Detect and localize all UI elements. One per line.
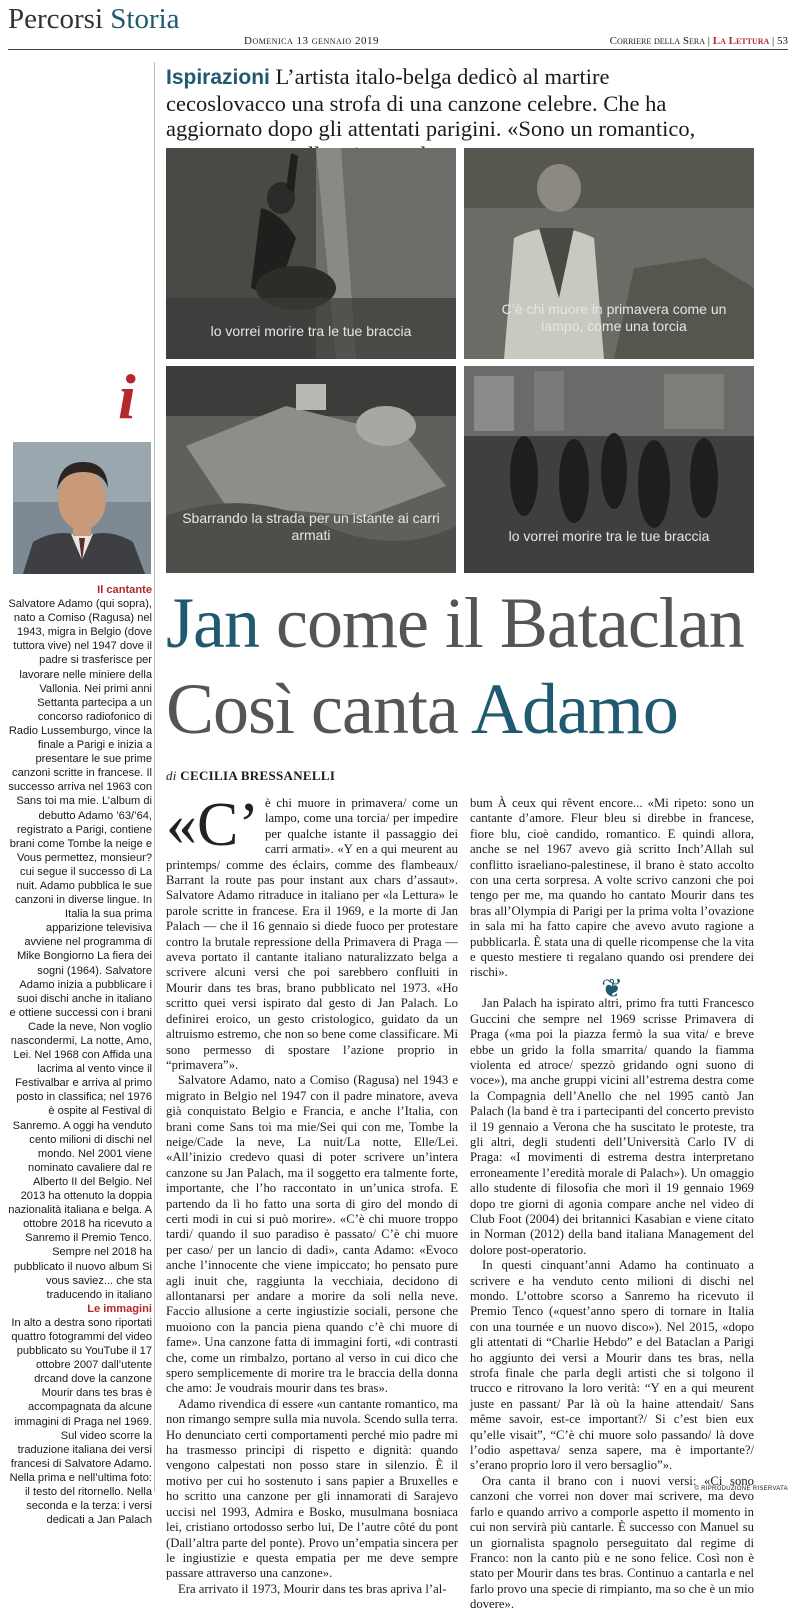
sidebar-info bbox=[8, 583, 152, 1527]
video-frame-3 bbox=[166, 366, 456, 573]
video-frame-4 bbox=[464, 366, 754, 573]
section-topic: Storia bbox=[110, 3, 180, 35]
byline-author: CECILIA BRESSANELLI bbox=[180, 768, 336, 783]
column-divider bbox=[154, 62, 155, 1492]
byline-prefix: di bbox=[166, 768, 177, 783]
folio bbox=[610, 35, 788, 47]
video-frame-1 bbox=[166, 148, 456, 359]
drop-cap: «C’ bbox=[166, 791, 259, 859]
video-caption-2: C’è chi muore in primavera come un lampo, come una torcia bbox=[501, 301, 727, 334]
headline-line-2 bbox=[166, 666, 744, 752]
article-paragraph: Ora canta il brano con i nuovi versi: «Ci sono canzoni che vorrei non dover mai scrivere, ma devo farlo e quando arrivo a comporle aspetto il momento in cui non servirà più cantarle. È successo con Manuel su un giornalista spagnolo perseguitato dal regime di Franco: non la canto più e ne sono felice. Così non è stato per Mourir dans tes bras. Continuo a cantarla e nel farlo provo una specie di rimpianto, ma so che è un mio dovere». bbox=[470, 1473, 754, 1612]
article-paragraph: Salvatore Adamo, nato a Comiso (Ragusa) nel 1943 e migrato in Belgio nel 1947 con il padre minatore, aveva già conquistato Belgio e Francia, e anche l’Italia, con brani come Sans toi ma mie/Sei qui con me, Tombe la neige/Cade la neve, La nuit/La notte, Elle/Lei. «All’inizio credevo quasi di poter scrivere un’intera canzone su Jan Palach, ma il soggetto era talmente forte, importante, che l’ho raccontato in un’unica strofa. E partendo da lì ho fatto una sorta di giro del mondo di certi modi in cui si può morire». «C’è chi muore troppo tardi/ quando il suo paradiso è passato/ C’è chi muore per caso/ per un lancio di dadi», canta Adamo: «Evoco anche l’innocente che viene impiccato; ho pensato pure agli inuit che, raggiunta la vecchiaia, decidono di allontanarsi per andare a morire da soli nella neve. Faccio allusione a certe ingiustizie sociali, persone che muoiono con la pancia piena quando c’è chi muore di fame». Una canzone fatta di immagini forti, «di contrasti che, come un rimbalzo, portano al verso in cui dico che spero semplicemente di morire tra le braccia della donna che amo: Je voudrais mourir dans tes bras». bbox=[166, 1073, 458, 1396]
info-icon: i bbox=[118, 361, 136, 432]
folio-sep-2: | bbox=[772, 35, 775, 47]
sidebar-images-text: In alto a destra sono riportati quattro fotogrammi del video pubblicato su YouTube il 17 ottobre 2007 dall’utente drcand dove la canzone Mourir dans tes bras è accompagnata da alcune immagini di Praga nel 1969. Sul video scorre la traduzione italiana dei versi francesi di Salvatore Adamo. Nella prima e nell’ultima foto: il testo del ritornello. Nella seconda e la terza: i versi dedicati a Jan Palach bbox=[9, 1316, 152, 1527]
section-header bbox=[8, 2, 180, 36]
supplement-name: La Lettura bbox=[712, 35, 770, 47]
header-rule bbox=[8, 49, 788, 50]
copyright-note: © RIPRODUZIONE RISERVATA bbox=[694, 1486, 788, 1492]
headline-line-1 bbox=[166, 580, 744, 666]
article-paragraph: è chi muore in primavera/ come un lampo, come una torcia/ per impedire per qualche istante il passaggio dei carri armati». «Y en a qui meurent au printemps/ comme des éclairs, comme des flambeaux/ Barrant la route pas pour instant aux chars d’assaut». Salvatore Adamo ritraduce in italiano per «la Lettura» le parole scritte in francese. Era il 1969, e la morte di Jan Palach — che il 16 gennaio si diede fuoco per protestare contro la brutale repressione della Primavera di Praga — aveva portato il cantante italiano naturalizzato belga a scrivere alcuni versi che poi sarebbero confluiti in Mourir dans tes bras, brano pubblicato nel 1973. «Ho scritto quei versi ispirato dal gesto di Jan Palach. Lo definirei eroico, un gesto cristologico, guidato da un altruismo estremo, che non so bene come classificare. Mi sono permesso di spostare l’azione proprio in “primavera”». bbox=[166, 796, 458, 1072]
issue-date: Domenica 13 gennaio 2019 bbox=[244, 35, 379, 47]
kicker-text: L’artista italo-belga dedicò al martire cecoslovacco una strofa di una canzone celebre. Che ha aggiornato dopo gli attentati parigini. «Sono un romantico, bbox=[166, 64, 696, 141]
ornament-divider: ❦ bbox=[601, 973, 623, 1003]
headline bbox=[166, 580, 744, 752]
article-paragraph: Era arrivato il 1973, Mourir dans tes bras apriva l’al- bbox=[178, 1581, 447, 1596]
headline-adamo: Adamo bbox=[470, 669, 678, 749]
video-frame-2 bbox=[464, 148, 754, 359]
article-paragraph: In questi cinquant’anni Adamo ha continuato a scrivere e ha venduto cento milioni di dischi nel mondo. L’ottobre scorso a Sanremo ha ricevuto il Premio Tenco («quest’anno spero di tornare in Italia con una tournée e un nuovo disco»). Nel 2015, «dopo gli attentati di “Charlie Hebdo” e del Bataclan a Parigi ho aggiunto dei versi a Mourir dans tes bras, nella strofa finale che parla degli artisti che si tolgono il trucco e ritrovano la loro verità: “Y en a qui meurent juste en passant/ Par là où la haine attendait/ Sans même savoir, est-ce important?/ Si c’est bien eux qu’elle visait”, “C’è chi muore solo passando/ là dove l’odio aspettava/ senza sapere, ma è importante?/ s’erano proprio loro il vero bersaglio”». bbox=[470, 1258, 754, 1473]
byline bbox=[166, 768, 335, 784]
page-number: 53 bbox=[777, 35, 788, 47]
newspaper-name: Corriere della Sera bbox=[609, 35, 706, 47]
article-paragraph: Adamo rivendica di essere «un cantante romantico, ma non rimango sempre sulla mia nuvola. Scendo sulla terra. Ho denunciato certi comportamenti perché mio padre mi ha trasmesso principi di rispetto e dignità: quando vengono calpestati non posso stare in silenzio. È il motivo per cui ho sostenuto i sans papier a Bruxelles e ho scritto una canzone per gli innamorati di Sarajevo uccisi nel 1993, Admira e Bosko, musulmana bosniaca lei, cristiano ortodosso serbo lui, De l’autre côté du pont (Dall’altra parte del ponte). Provo un’empatia sincera per le ingiustizie e questa empatia per me deve sempre passare attraverso una canzone». bbox=[166, 1396, 458, 1581]
folio-sep: | bbox=[707, 35, 710, 47]
portrait-photo bbox=[13, 442, 151, 574]
video-caption-3: Sbarrando la strada per un istante ai carri armati bbox=[182, 510, 440, 543]
article-column-1 bbox=[166, 791, 458, 1597]
sidebar-heading-singer: Il cantante bbox=[97, 584, 152, 596]
video-caption-4: lo vorrei morire tra le tue braccia bbox=[508, 528, 710, 544]
kicker-label: Ispirazioni bbox=[166, 66, 270, 89]
headline-rest-2: Così canta bbox=[166, 669, 458, 749]
article-paragraph: bum À ceux qui rêvent encore... «Mi ripeto: sono un cantante d’amore. Fleur bleu si direbbe in francese, fiore blu, cioè candido, romantico. E quindi allora, anche se nel 1967 avevo già scritto Inch’Allah sul conflitto israeliano-palestinese, il brano è stato accolto con una certa sorpresa. A volte scrivo canzoni che poi tengo per me, ma quando ho cantato Mourir dans tes bras all’Olympia di Parigi per la prima volta l’ovazione in sala mi ha fatto capire che avevo avuto ragione a pubblicarla. È stata una di quelle ricompense che la vita e questo mestiere ti regalano quando osi prendere dei rischi». bbox=[470, 796, 754, 980]
sidebar-heading-images: Le immagini bbox=[87, 1302, 152, 1315]
video-caption-1: lo vorrei morire tra le tue braccia bbox=[210, 323, 412, 339]
headline-jan: Jan bbox=[166, 583, 259, 663]
article-paragraph: Jan Palach ha ispirato altri, primo fra tutti Francesco Guccini che sempre nel 1969 scrisse Primavera di Praga («ma poi la piazza fermò la sua vita/ e breve ebbe un grido la folla smarrita/ quando la fiamma violenta ed atroce/ spezzò gridando ogni suono di voce»), ma anche gruppi vicini all’estrema destra come la Compagnia dell’Anello che nel 1995 cantò Jan Palach (la band è tra i partecipanti del concerto previsto il 19 gennaio a Verona che ha suscitato le proteste, tra gli altri, degli studenti dell’Università Carlo IV di Praga: «I movimenti di estrema destra interpretano erroneamente l’eredità morale di Palach»). Un omaggio allo studente di filosofia che morì il 19 gennaio 1969 dopo tre giorni di agonia compare anche nel video di Club Foot (2004) dei britannici Kasabian e viene citato in Norman (2012) della band italiana Management del dolore post-operatorio. bbox=[470, 996, 754, 1257]
headline-rest-1: come il Bataclan bbox=[275, 583, 744, 663]
section-label: Percorsi bbox=[8, 3, 104, 35]
sidebar-singer-text: Salvatore Adamo (qui sopra), nato a Comiso (Ragusa) nel 1943, migra in Belgio (dove tuttora vive) nel 1947 dove il padre si trasferisce per lavorare nelle miniere della Vallonia. Nei primi anni Settanta partecipa a un concorso radiofonico di Radio Lussemburgo, vince la finale a Parigi e inizia a presentare le sue prime canzoni scritte in francese. Il successo arriva nel 1963 con Sans toi ma mie. L’album di debutto Adamo ’63/’64, registrato a Parigi, contiene brani come Tombe la neige e Vous permettez, monsieur? cui segue il successo di La nuit. Adamo pubblica le sue canzoni in diverse lingue. In Italia la sua prima apparizione televisiva avviene nel programma di Mike Bongiorno La fiera dei sogni (1964). Salvatore Adamo inizia a pubblicare i suoi dischi anche in italiano e ottiene successi con i brani Cade la neve, Non voglio nascondermi, La notte, Amo, Lei. Nel 1968 con Affida una lacrima al vento vince il Festivalbar e arriva al primo posto in classifica; nel 1976 è ospite al Festival di Sanremo. A oggi ha venduto cento milioni di dischi nel mondo. Nel 2001 viene nominato cavaliere dal re Alberto II del Belgio. Nel 2013 ha ottenuto la doppia nazionalità italiana e belga. A ottobre 2018 ha ricevuto a Sanremo il Premio Tenco. Sempre nel 2018 ha pubblicato il nuovo album Si vous saviez... che sta traducendo in italiano bbox=[8, 598, 152, 1301]
